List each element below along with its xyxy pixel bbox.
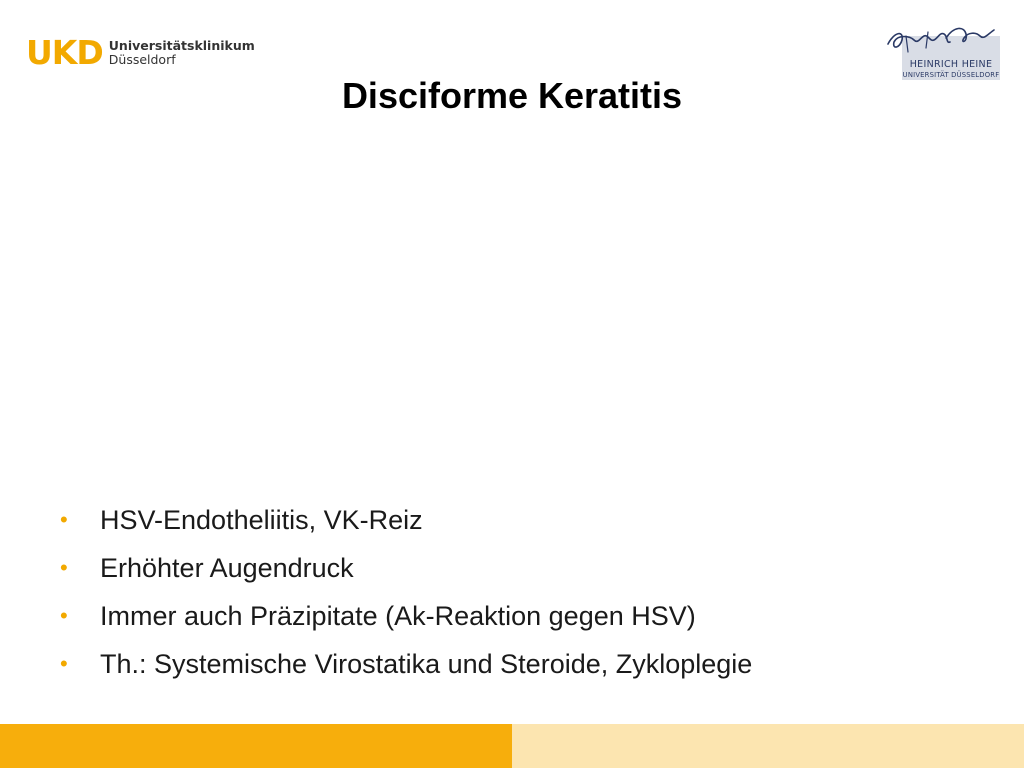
hhu-logo-subtitle: UNIVERSITÄT DÜSSELDORF [902,71,1000,79]
ukd-logo-text [109,39,255,67]
ukd-logo-line2: Düsseldorf [108,51,176,67]
bullet-text: Immer auch Präzipitate (Ak-Reaktion gegen HSV) [100,601,696,631]
bullet-item [60,640,752,688]
bullet-item [60,544,752,592]
bullet-item [60,496,752,544]
slide-title: Disciforme Keratitis [341,75,683,116]
bullet-dot-icon: • [60,651,68,676]
bullet-dot-icon: • [60,603,68,628]
bullet-dot-icon: • [60,555,68,580]
bullet-dot-icon: • [60,507,68,532]
bullet-text: Th.: Systemische Virostatika und Steroide, Zykloplegie [100,649,753,679]
ukd-logo-mark: UKD [26,33,103,72]
ukd-logo-line1: Universitätsklinikum [108,37,255,53]
footer-bar-right [512,724,1024,768]
bullet-item [60,592,752,640]
footer-bar-left [0,724,512,768]
heine-signature-icon [884,22,1000,62]
hhu-logo-name: HEINRICH HEINE [909,59,993,70]
ukd-logo [26,33,255,72]
bullet-list [60,496,752,688]
bullet-text: Erhöhter Augendruck [100,553,354,583]
bullet-text: HSV-Endotheliitis, VK-Reiz [100,505,423,535]
